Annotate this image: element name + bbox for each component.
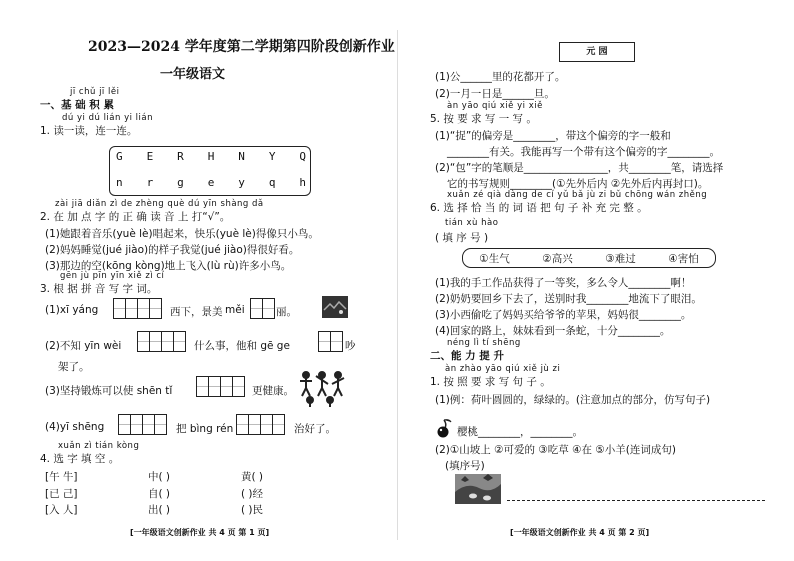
q5-item-2-a[interactable]: (2)“包”字的笔顺是________________，共________笔，请选择: [435, 162, 724, 174]
q3-grid-shenti[interactable]: [196, 376, 245, 397]
q3-line-1-middle: 西下，景美: [170, 306, 223, 318]
hillside-sheep-picture: [455, 474, 501, 504]
lowercase-letter-4[interactable]: e: [207, 176, 215, 189]
uppercase-letter-7[interactable]: Q: [299, 150, 306, 163]
uppercase-letters-row: [116, 150, 306, 163]
q2-item-2: (2)妈妈睡觉(jué jiào)的样子我觉(jué jiào)得很好看。: [45, 244, 300, 256]
q3-line-4-middle: 把 bìng rén: [176, 423, 234, 435]
q4-row-3-chars: [入 人]: [45, 504, 78, 516]
q3-grid-yisheng[interactable]: [118, 414, 167, 435]
section1-pinyin: jī chǔ jī lěi: [70, 87, 120, 97]
lowercase-letter-7[interactable]: h: [299, 176, 306, 189]
q6-note: ( 填 序 号 ): [435, 232, 489, 244]
left-footer: [一年级语文创新作业 共 4 页 第 1 页]: [130, 528, 270, 537]
q2-pinyin: zài jiā diǎn zì de zhèng què dú yīn shàng dǎ: [55, 199, 264, 209]
q7-item-2: (2)①山坡上 ②可爱的 ③吃草 ④在 ⑤小羊(连词成句): [435, 444, 676, 456]
q1-instruction: 1. 读一读，连一连。: [40, 125, 138, 137]
q3-line-3-prefix: (3)坚持锻炼可以使 shēn tǐ: [45, 385, 173, 397]
q4-row-3-blank-b[interactable]: ( )民: [241, 504, 264, 516]
q3-instruction: 3. 根 据 拼 音 写 字 词。: [40, 283, 158, 295]
sunset-picture-art: [322, 296, 348, 318]
q7-item-1-example: (1)例：荷叶圆圆的，绿绿的。(注意加点的部分，仿写句子): [435, 394, 711, 406]
page-subtitle: 一年级语文: [160, 67, 226, 82]
q6-option-1: ①生气: [479, 252, 510, 265]
q4-row-3-blank-a[interactable]: 出( ): [148, 504, 171, 516]
q6-options-row: [463, 249, 715, 267]
q5-item-1-a[interactable]: (1)“捉”的偏旁是________，带这个偏旁的字一般和: [435, 130, 671, 142]
q3-grid-yinwei[interactable]: [137, 331, 186, 352]
uppercase-letter-5[interactable]: N: [238, 150, 245, 163]
q5-item-2-b[interactable]: 它的书写规则________(①先外后内 ②先外后内再封口)。: [447, 178, 709, 190]
q6-instruction: 6. 选 择 恰 当 的 词 语 把 句 子 补 充 完 整 。: [430, 202, 648, 214]
right-footer: [一年级语文创新作业 共 4 页 第 2 页]: [510, 528, 650, 537]
q4-row-1-blank-b[interactable]: 黄( ): [241, 471, 264, 483]
q5-instruction: 5. 按 要 求 写 一 写 。: [430, 113, 537, 125]
section2-pinyin: néng lì tí shēng: [447, 338, 521, 348]
q7-pinyin: àn zhào yāo qiú xiě jù zi: [445, 364, 561, 374]
q2-instruction: 2. 在 加 点 字 的 正 确 读 音 上 打“√”。: [40, 211, 231, 223]
q4-row-2-blank-a[interactable]: 自( ): [148, 488, 171, 500]
lowercase-letter-1[interactable]: n: [116, 176, 123, 189]
cherry-icon: [435, 418, 453, 442]
q6-options-box: [462, 248, 716, 268]
hillside-sheep-art: [455, 474, 501, 504]
uppercase-letter-1[interactable]: G: [116, 150, 123, 163]
q6-option-2: ②高兴: [542, 252, 573, 265]
q3-line-1-pinyin: měi: [225, 304, 245, 316]
lowercase-letter-5[interactable]: y: [238, 176, 245, 189]
q3-grid-xiyang[interactable]: [113, 298, 162, 319]
word-choice-box-text: 元 园: [586, 47, 608, 57]
q2-item-3: (3)那边的空(kōng kòng)地上飞入(lù rù)许多小鸟。: [45, 260, 292, 272]
uppercase-letter-2[interactable]: E: [146, 150, 154, 163]
q3-line-2-prefix: (2)不知 yīn wèi: [45, 340, 122, 352]
q6-option-3: ③难过: [605, 252, 636, 265]
lowercase-letter-3[interactable]: g: [177, 176, 184, 189]
sunset-picture: [322, 296, 348, 318]
q6-item-2[interactable]: (2)奶奶要回乡下去了，送别时我________地流下了眼泪。: [435, 293, 702, 305]
q3-line-3-end: 更健康。: [252, 385, 294, 397]
q2-item-1: (1)她跟着音乐(yuè lè)唱起来，快乐(yuè lè)得像只小鸟。: [45, 228, 319, 240]
q7-item-2-note: (填序号): [445, 460, 485, 472]
q4-row-1-blank-a[interactable]: 中( ): [148, 471, 171, 483]
lowercase-letters-row: [116, 176, 306, 189]
cherry-icon-art: [435, 418, 453, 438]
q7-answer-line[interactable]: [507, 500, 765, 501]
q7-cherry-line[interactable]: 樱桃________，________。: [457, 426, 583, 438]
exercise-figures-picture: [298, 370, 346, 412]
lowercase-letter-2[interactable]: r: [146, 176, 154, 189]
q3-pinyin: gēn jù pīn yīn xiě zì cí: [60, 271, 165, 281]
q3-line-1-end: 丽。: [276, 306, 297, 318]
q6-option-4: ④害怕: [668, 252, 699, 265]
q3-grid-bingren[interactable]: [236, 414, 285, 435]
uppercase-letter-6[interactable]: Y: [268, 150, 276, 163]
q3-line-2-middle: 什么事，他和 gē ge: [194, 340, 290, 352]
section2-title: 二、能 力 提 升: [430, 350, 504, 362]
page-title: 2023—2024 学年度第二学期第四阶段创新作业: [88, 39, 395, 55]
lowercase-letter-6[interactable]: q: [268, 176, 276, 189]
q6-item-1[interactable]: (1)我的手工作品获得了一等奖，多么令人________啊！: [435, 277, 692, 289]
choice-item-1[interactable]: (1)公______里的花都开了。: [435, 71, 566, 83]
q5-pinyin: àn yāo qiú xiě yi xiě: [447, 101, 543, 111]
q3-line-2-continuation: 架了。: [58, 361, 90, 373]
q6-pinyin: xuǎn zé qià dàng de cí yǔ bǎ jù zi bǔ chōng wán zhěng: [447, 190, 708, 200]
q3-line-2-end: 吵: [345, 340, 356, 352]
q4-instruction: 4. 选 字 填 空 。: [40, 453, 120, 465]
q3-line-4-prefix: (4)yī shēng: [45, 421, 105, 433]
exercise-figures-art: [298, 370, 346, 408]
q3-grid-gege[interactable]: [318, 331, 343, 352]
q4-row-1-chars: [午 牛]: [45, 471, 78, 483]
right-page: [397, 0, 794, 561]
q4-row-2-blank-b[interactable]: ( )经: [241, 488, 264, 500]
q4-row-2-chars: [已 己]: [45, 488, 78, 500]
uppercase-letter-4[interactable]: H: [207, 150, 215, 163]
q6-item-3[interactable]: (3)小西偷吃了妈妈买给爷爷的苹果，妈妈很________。: [435, 309, 692, 321]
uppercase-letter-3[interactable]: R: [177, 150, 184, 163]
q1-pinyin: dú yi dú lián yi lián: [62, 113, 153, 123]
word-choice-box: [559, 42, 635, 62]
letter-match-box: [109, 146, 311, 196]
q6-item-4[interactable]: (4)回家的路上，妹妹看到一条蛇，十分________。: [435, 325, 671, 337]
q3-line-1-prefix: (1)xī yáng: [45, 304, 99, 316]
q6-sub-pinyin: tián xù hào: [445, 218, 499, 228]
section1-title: 一、基 础 积 累: [40, 99, 114, 111]
q7-instruction: 1. 按 照 要 求 写 句 子 。: [430, 376, 551, 388]
q5-item-1-b[interactable]: ________有关。我能再写一个带有这个偏旁的字________。: [447, 146, 720, 158]
q4-pinyin: xuǎn zì tián kòng: [58, 441, 140, 451]
q3-grid-mei[interactable]: [250, 298, 275, 319]
choice-item-2[interactable]: (2)一月一日是______旦。: [435, 88, 555, 100]
q3-line-4-end: 治好了。: [294, 423, 336, 435]
